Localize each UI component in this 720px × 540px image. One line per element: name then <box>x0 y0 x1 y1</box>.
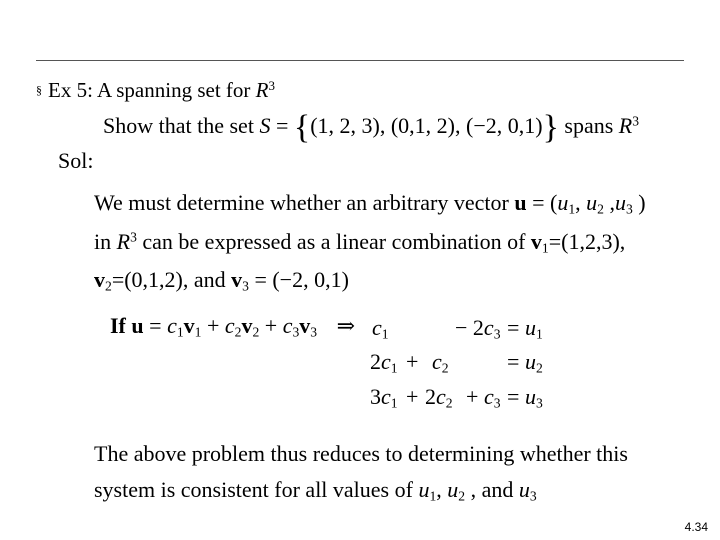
v3-sub: 3 <box>242 278 249 294</box>
sys-r1-rhs: $u_1$ <box>525 315 543 342</box>
bullet-icon: § <box>36 83 42 97</box>
statement-power: 3 <box>632 113 640 129</box>
u-eq: = ( <box>526 190 558 215</box>
vector-v3: v <box>231 267 243 292</box>
comma-2: , <box>603 190 615 215</box>
combo-u: u <box>131 313 144 338</box>
set-name: S <box>259 113 271 138</box>
line-2-power: 3 <box>130 229 137 245</box>
combo-v3-sub: 3 <box>310 324 318 340</box>
open-brace: { <box>293 109 311 146</box>
line-1 <box>94 190 646 216</box>
u1: u <box>557 190 569 215</box>
conclusion-u1-sub: 1 <box>429 488 437 504</box>
page-number: 4.34 <box>684 520 708 534</box>
combo-c3: c <box>282 313 293 338</box>
u3-sub: 3 <box>625 201 633 217</box>
u2: u <box>586 190 598 215</box>
statement-verb: spans <box>564 113 614 138</box>
v2-value: =(0,1,2), and <box>111 267 226 292</box>
sys-r3-c1: $3c_1$ <box>370 384 398 411</box>
combo-c1: c <box>167 313 177 338</box>
problem-statement <box>103 109 640 146</box>
combo-plus-2: + <box>259 313 283 338</box>
line-2-in: in <box>94 229 112 254</box>
sys-r3-rhs: $u_3$ <box>525 384 543 411</box>
implies-arrow: ⇒ <box>336 313 356 338</box>
sys-r3-plus-1: + <box>406 384 419 409</box>
sys-r3-c3: $c_3$ <box>484 384 501 411</box>
line-2-space: R <box>116 229 131 254</box>
v1-sub: 1 <box>541 240 549 256</box>
sys-r1-eq: = <box>507 315 520 340</box>
conclusion-line-1: The above problem thus reduces to determining whether this <box>94 441 628 466</box>
line-1-text: We must determine whether an arbitrary vector <box>94 190 509 215</box>
vector-u: u <box>514 190 527 215</box>
linear-combination <box>110 313 355 339</box>
combo-c1-sub: 1 <box>176 324 184 340</box>
sys-r3-plus-2: + <box>466 384 479 409</box>
statement-space: R <box>618 113 633 138</box>
sys-r2-rhs: $u_2$ <box>525 349 543 376</box>
conclusion-text: system is consistent for all values of <box>94 477 413 502</box>
conclusion-u3-sub: 3 <box>529 488 537 504</box>
set-elements: (1, 2, 3), (0,1, 2), (−2, 0,1) <box>310 113 543 138</box>
u2-sub: 2 <box>597 201 604 217</box>
conclusion-comma: , <box>436 477 442 502</box>
combo-v2-sub: 2 <box>252 324 260 340</box>
line-2-text: can be expressed as a linear combination of <box>136 229 526 254</box>
sys-r2-eq: = <box>507 349 520 374</box>
combo-v3: v <box>299 313 311 338</box>
title-power: 3 <box>268 77 275 93</box>
title-divider <box>36 60 684 61</box>
sys-r1-c1: $c_1$ <box>372 315 389 342</box>
conclusion-u2: u <box>447 477 459 502</box>
sys-r2-plus: + <box>406 349 419 374</box>
combo-eq: = <box>143 313 168 338</box>
sys-r3-eq: = <box>507 384 520 409</box>
u1-sub: 1 <box>568 201 576 217</box>
vector-v1: v <box>530 229 542 254</box>
conclusion-u3: u <box>518 477 530 502</box>
conclusion-and: , and <box>465 477 514 502</box>
line-2 <box>94 229 625 255</box>
close-brace: } <box>542 109 559 146</box>
solution-label: Sol: <box>58 148 94 173</box>
combo-c2: c <box>224 313 235 338</box>
line-3 <box>94 267 349 293</box>
sys-r3-c2: $2c_2$ <box>425 384 453 411</box>
close-paren: ) <box>632 190 646 215</box>
sys-r1-term: − $2c_3$ <box>455 315 501 342</box>
combo-v1: v <box>183 313 195 338</box>
comma-1: , <box>575 190 587 215</box>
v2-sub: 2 <box>105 278 112 294</box>
u3: u <box>614 190 626 215</box>
vector-v2: v <box>94 267 105 292</box>
sys-r2-c2: $c_2$ <box>432 349 449 376</box>
slide-title <box>36 78 275 103</box>
sys-r2-c1: $2c_1$ <box>370 349 398 376</box>
combo-v1-sub: 1 <box>194 324 202 340</box>
v3-value: = (−2, 0,1) <box>248 267 349 292</box>
combo-plus-1: + <box>201 313 225 338</box>
title-text: Ex 5: A spanning set for <box>48 78 251 102</box>
conclusion-line-2 <box>94 477 537 503</box>
set-eq: = <box>275 113 289 138</box>
combo-v2: v <box>241 313 253 338</box>
title-space: R <box>255 78 269 102</box>
v1-value: =(1,2,3), <box>548 229 626 254</box>
combo-if: If <box>110 313 126 338</box>
combo-c2-sub: 2 <box>234 324 242 340</box>
conclusion-u1: u <box>418 477 430 502</box>
statement-lead: Show that the set <box>103 113 254 138</box>
conclusion-u2-sub: 2 <box>458 488 466 504</box>
combo-c3-sub: 3 <box>292 324 300 340</box>
